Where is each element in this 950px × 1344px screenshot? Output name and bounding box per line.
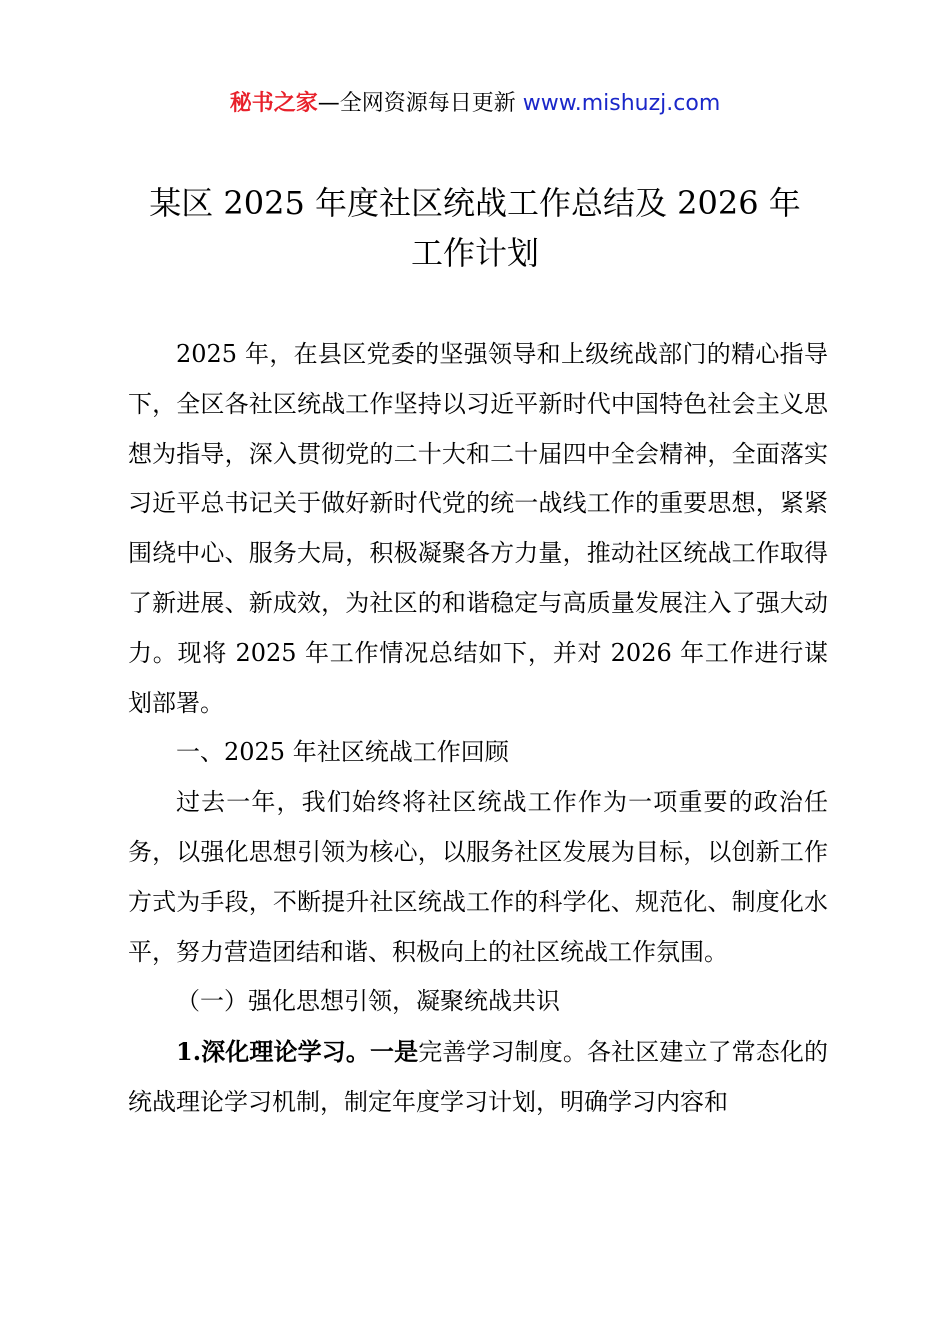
brand-name: 秘书之家 [229, 91, 318, 116]
title-line-2: 工作计划 [410, 234, 539, 272]
subsection-heading-ideology: （一）强化思想引领，凝聚统战共识 [176, 987, 560, 1016]
item-paragraph-theory-study [128, 1027, 828, 1128]
title-line-1: 某区 2025 年度社区统战工作总结及 2026 年 [149, 184, 801, 222]
section-heading-review: 一、2025 年社区统战工作回顾 [176, 738, 509, 767]
item-point-label: 一是 [369, 1037, 419, 1067]
item-number-title: 1.深化理论学习。 [176, 1037, 370, 1067]
site-header [0, 88, 950, 120]
document-title [100, 178, 850, 278]
site-url-link[interactable]: www.mishuzj.com [522, 91, 721, 116]
document-body [128, 330, 828, 1128]
site-slogan: —全网资源每日更新 [317, 91, 523, 116]
review-paragraph: 过去一年，我们始终将社区统战工作作为一项重要的政治任务，以强化思想引领为核心，以服务社区发展为目标，以创新工作方式为手段，不断提升社区统战工作的科学化、规范化、制度化水平，努力营造团结和谐、积极向上的社区统战工作氛围。 [128, 788, 828, 966]
intro-paragraph: 2025 年，在县区党委的坚强领导和上级统战部门的精心指导下，全区各社区统战工作坚持以习近平新时代中国特色社会主义思想为指导，深入贯彻党的二十大和二十届四中全会精神，全面落实习近平总书记关于做好新时代党的统一战线工作的重要思想，紧紧围绕中心、服务大局，积极凝聚各方力量，推动社区统战工作取得了新进展、新成效，为社区的和谐稳定与高质量发展注入了强大动力。现将 2025 年工作情况总结如下，并对 2026 年工作进行谋划部署。 [128, 340, 828, 717]
item-text: 完善学习制度。各社区建立了常态化的统战理论学习机制，制定年度学习计划，明确学习内容和 [128, 1038, 829, 1116]
